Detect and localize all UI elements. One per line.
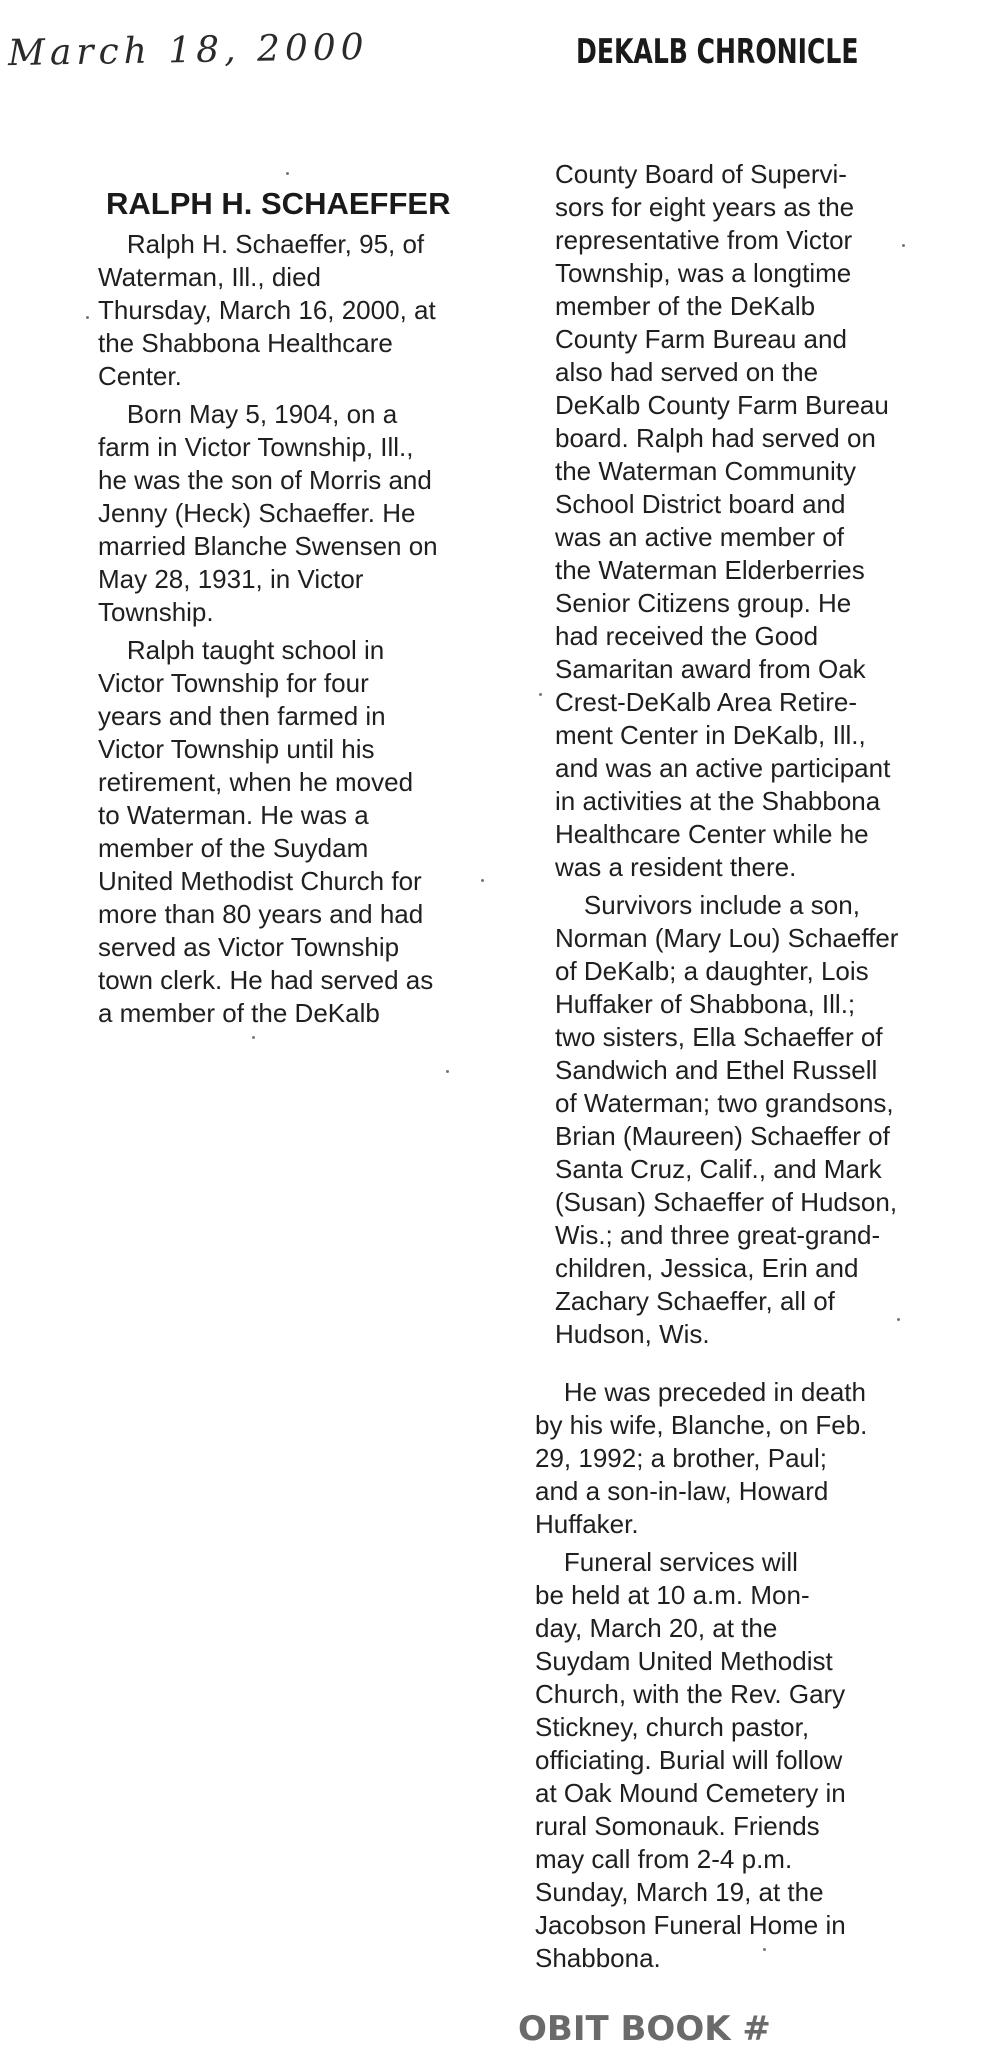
- text-line: more than 80 years and had: [98, 899, 424, 929]
- text-line: May 28, 1931, in Victor: [98, 564, 364, 594]
- obituary-column-three: [535, 1376, 915, 1975]
- scan-speck: [481, 879, 484, 882]
- newspaper-masthead: DEKALB CHRONICLE: [576, 32, 859, 72]
- text-line: Healthcare Center while he: [555, 819, 869, 849]
- text-line: the Shabbona Healthcare: [98, 328, 393, 358]
- text-line: in activities at the Shabbona: [555, 786, 881, 816]
- scan-speck: [763, 1948, 766, 1951]
- text-line: Shabbona.: [535, 1943, 661, 1973]
- text-line: the Waterman Elderberries: [555, 555, 865, 585]
- text-line: DeKalb County Farm Bureau: [555, 390, 889, 420]
- text-line: representative from Victor: [555, 225, 853, 255]
- scan-speck: [446, 1070, 449, 1073]
- text-line: may call from 2-4 p.m.: [535, 1844, 793, 1874]
- text-line: sors for eight years as the: [555, 192, 855, 222]
- text-line: Stickney, church pastor,: [535, 1712, 810, 1742]
- text-line: by his wife, Blanche, on Feb.: [535, 1410, 868, 1440]
- text-line: He was preceded in death: [535, 1377, 866, 1407]
- text-line: and was an active participant: [555, 753, 891, 783]
- text-line: County Farm Bureau and: [555, 324, 847, 354]
- text-line: was an active member of: [555, 522, 845, 552]
- scan-speck: [86, 316, 89, 319]
- text-line: and a son-in-law, Howard: [535, 1476, 829, 1506]
- scan-speck: [286, 172, 289, 175]
- text-line: he was the son of Morris and: [98, 465, 432, 495]
- text-line: Sandwich and Ethel Russell: [555, 1055, 878, 1085]
- text-line: Ralph H. Schaeffer, 95, of: [98, 229, 425, 259]
- text-line: of DeKalb; a daughter, Lois: [555, 956, 869, 986]
- text-line: Norman (Mary Lou) Schaeffer: [555, 923, 899, 953]
- text-line: two sisters, Ella Schaeffer of: [555, 1022, 883, 1052]
- text-line: Thursday, March 16, 2000, at: [98, 295, 436, 325]
- text-line: 29, 1992; a brother, Paul;: [535, 1443, 827, 1473]
- text-line: member of the Suydam: [98, 833, 369, 863]
- text-line: Hudson, Wis.: [555, 1319, 710, 1349]
- text-line: at Oak Mound Cemetery in: [535, 1778, 846, 1808]
- text-line: be held at 10 a.m. Mon-: [535, 1580, 810, 1610]
- text-line: Santa Cruz, Calif., and Mark: [555, 1154, 882, 1184]
- text-line: Zachary Schaeffer, all of: [555, 1286, 835, 1316]
- text-line: Senior Citizens group. He: [555, 588, 852, 618]
- text-line: (Susan) Schaeffer of Hudson,: [555, 1187, 898, 1217]
- text-line: Suydam United Methodist: [535, 1646, 833, 1676]
- text-line: Ralph taught school in: [98, 635, 385, 665]
- text-line: also had served on the: [555, 357, 819, 387]
- text-line: Huffaker.: [535, 1509, 639, 1539]
- obituary-headline: RALPH H. SCHAEFFER: [106, 186, 451, 221]
- obituary-column-one: [98, 228, 478, 1030]
- text-line: board. Ralph had served on: [555, 423, 876, 453]
- text-line: was a resident there.: [555, 852, 797, 882]
- text-line: Center.: [98, 361, 182, 391]
- text-line: Brian (Maureen) Schaeffer of: [555, 1121, 890, 1151]
- obit-book-stamp: OBIT BOOK #: [518, 2009, 771, 2049]
- scan-speck: [902, 244, 905, 247]
- scan-speck: [897, 1318, 900, 1321]
- text-line: a member of the DeKalb: [98, 998, 380, 1028]
- text-line: children, Jessica, Erin and: [555, 1253, 859, 1283]
- text-line: Waterman, Ill., died: [98, 262, 322, 292]
- text-line: Church, with the Rev. Gary: [535, 1679, 846, 1709]
- text-line: Born May 5, 1904, on a: [98, 399, 398, 429]
- text-line: Wis.; and three great-grand-: [555, 1220, 881, 1250]
- scan-speck: [252, 1036, 255, 1039]
- handwritten-date: March 18, 2000: [7, 26, 369, 75]
- text-line: Victor Township for four: [98, 668, 369, 698]
- text-line: ment Center in DeKalb, Ill.,: [555, 720, 866, 750]
- text-line: day, March 20, at the: [535, 1613, 778, 1643]
- text-line: married Blanche Swensen on: [98, 531, 438, 561]
- text-line: farm in Victor Township, Ill.,: [98, 432, 414, 462]
- text-line: years and then farmed in: [98, 701, 386, 731]
- text-line: Jenny (Heck) Schaeffer. He: [98, 498, 416, 528]
- text-line: rural Somonauk. Friends: [535, 1811, 820, 1841]
- text-line: Sunday, March 19, at the: [535, 1877, 824, 1907]
- text-line: Township.: [98, 597, 214, 627]
- text-line: Township, was a longtime: [555, 258, 852, 288]
- text-line: Victor Township until his: [98, 734, 375, 764]
- text-line: School District board and: [555, 489, 846, 519]
- text-line: Survivors include a son,: [555, 890, 860, 920]
- text-line: retirement, when he moved: [98, 767, 414, 797]
- text-line: Crest-DeKalb Area Retire-: [555, 687, 857, 717]
- text-line: of Waterman; two grandsons,: [555, 1088, 894, 1118]
- text-line: officiating. Burial will follow: [535, 1745, 843, 1775]
- text-line: United Methodist Church for: [98, 866, 422, 896]
- text-line: served as Victor Township: [98, 932, 400, 962]
- text-line: town clerk. He had served as: [98, 965, 434, 995]
- text-line: County Board of Supervi-: [555, 159, 847, 189]
- text-line: Funeral services will: [535, 1547, 798, 1577]
- text-line: Huffaker of Shabbona, Ill.;: [555, 989, 856, 1019]
- text-line: had received the Good: [555, 621, 819, 651]
- text-line: to Waterman. He was a: [98, 800, 369, 830]
- text-line: the Waterman Community: [555, 456, 857, 486]
- obituary-column-two: [555, 158, 935, 1351]
- text-line: Samaritan award from Oak: [555, 654, 866, 684]
- text-line: member of the DeKalb: [555, 291, 816, 321]
- text-line: Jacobson Funeral Home in: [535, 1910, 846, 1940]
- scan-speck: [539, 693, 542, 696]
